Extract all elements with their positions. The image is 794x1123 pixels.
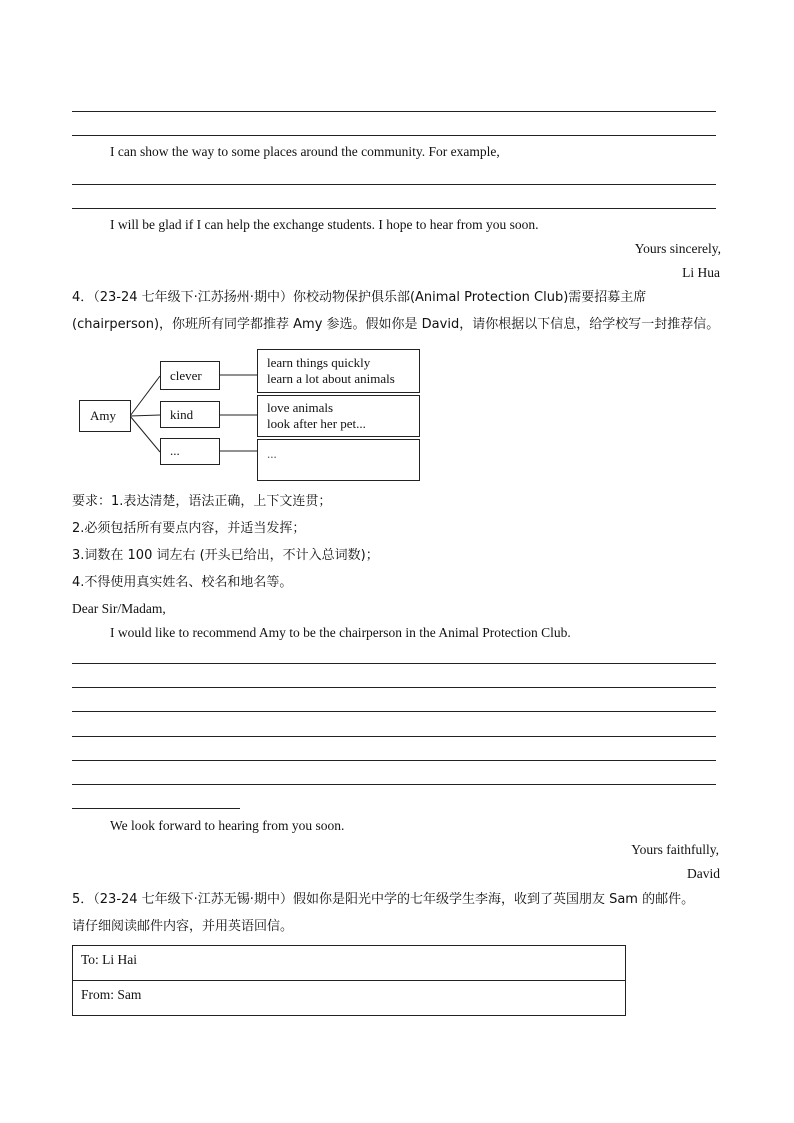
letter-body-line: I will be glad if I can help the exchange students. I hope to hear from you soon.: [110, 217, 539, 232]
letter-closing: Yours sincerely,: [634, 241, 721, 256]
letter-salutation: Dear Sir/Madam,: [72, 601, 166, 616]
detail-box-clever: [257, 349, 420, 393]
email-from: From: Sam: [81, 987, 142, 1002]
branch-box-kind: [160, 401, 220, 428]
connector-line: [130, 376, 160, 416]
question-4-prompt-cont: (chairperson)，你班所有同学都推荐 Amy 参选。假如你是 David，请你根据以下信息，给学校写一封推荐信。: [72, 317, 720, 332]
writing-line: [72, 784, 716, 785]
letter-signature: Li Hua: [682, 265, 720, 280]
requirement-line: 3.词数在 100 词左右 (开头已给出，不计入总词数)；: [72, 548, 379, 563]
requirement-line: 2.必须包括所有要点内容，并适当发挥；: [72, 521, 306, 536]
email-header-table: [72, 945, 626, 1016]
writing-line: [72, 663, 716, 664]
letter-closing: Yours faithfully,: [631, 842, 719, 857]
branch-label: kind: [170, 407, 194, 422]
detail-box-more: [257, 439, 420, 481]
connector-line: [130, 416, 160, 452]
writing-line-short: [72, 808, 240, 809]
writing-line: [72, 736, 716, 737]
branch-label: clever: [170, 368, 202, 383]
requirement-line: 要求：1.表达清楚，语法正确，上下文连贯；: [72, 494, 332, 509]
email-to-row: [73, 946, 625, 981]
branch-box-more: [160, 438, 220, 465]
writing-line: [72, 760, 716, 761]
letter-body-line: I can show the way to some places around the community. For example,: [110, 144, 500, 159]
letter-opening: I would like to recommend Amy to be the chairperson in the Animal Protection Club.: [110, 625, 571, 640]
letter-signature: David: [687, 866, 720, 881]
question-5-prompt: 5．（23-24 七年级下·江苏无锡·期中）假如你是阳光中学的七年级学生李海，收到了英国朋友 Sam 的邮件。: [72, 892, 695, 907]
requirement-line: 4.不得使用真实姓名、校名和地名等。: [72, 575, 293, 590]
writing-line: [72, 687, 716, 688]
detail-line: learn things quickly: [267, 355, 371, 370]
branch-label: ...: [170, 443, 180, 458]
detail-box-kind: [257, 395, 420, 437]
email-to: To: Li Hai: [81, 952, 138, 967]
detail-line: love animals: [267, 400, 334, 415]
mind-map-root-label: Amy: [90, 408, 116, 423]
detail-line: ...: [267, 446, 277, 461]
question-4-prompt: 4．（23-24 七年级下·江苏扬州·期中）你校动物保护俱乐部(Animal Protection Club)需要招募主席: [72, 290, 647, 305]
connector-line: [130, 415, 160, 416]
email-from-row: [73, 981, 625, 1015]
branch-box-clever: [160, 361, 220, 390]
detail-line: learn a lot about animals: [267, 371, 395, 386]
letter-closing-line: We look forward to hearing from you soon.: [110, 818, 345, 833]
detail-line: look after her pet...: [267, 416, 366, 431]
question-5-prompt-cont: 请仔细阅读邮件内容，并用英语回信。: [72, 919, 294, 934]
writing-line: [72, 711, 716, 712]
mind-map-root-box: [79, 400, 131, 432]
